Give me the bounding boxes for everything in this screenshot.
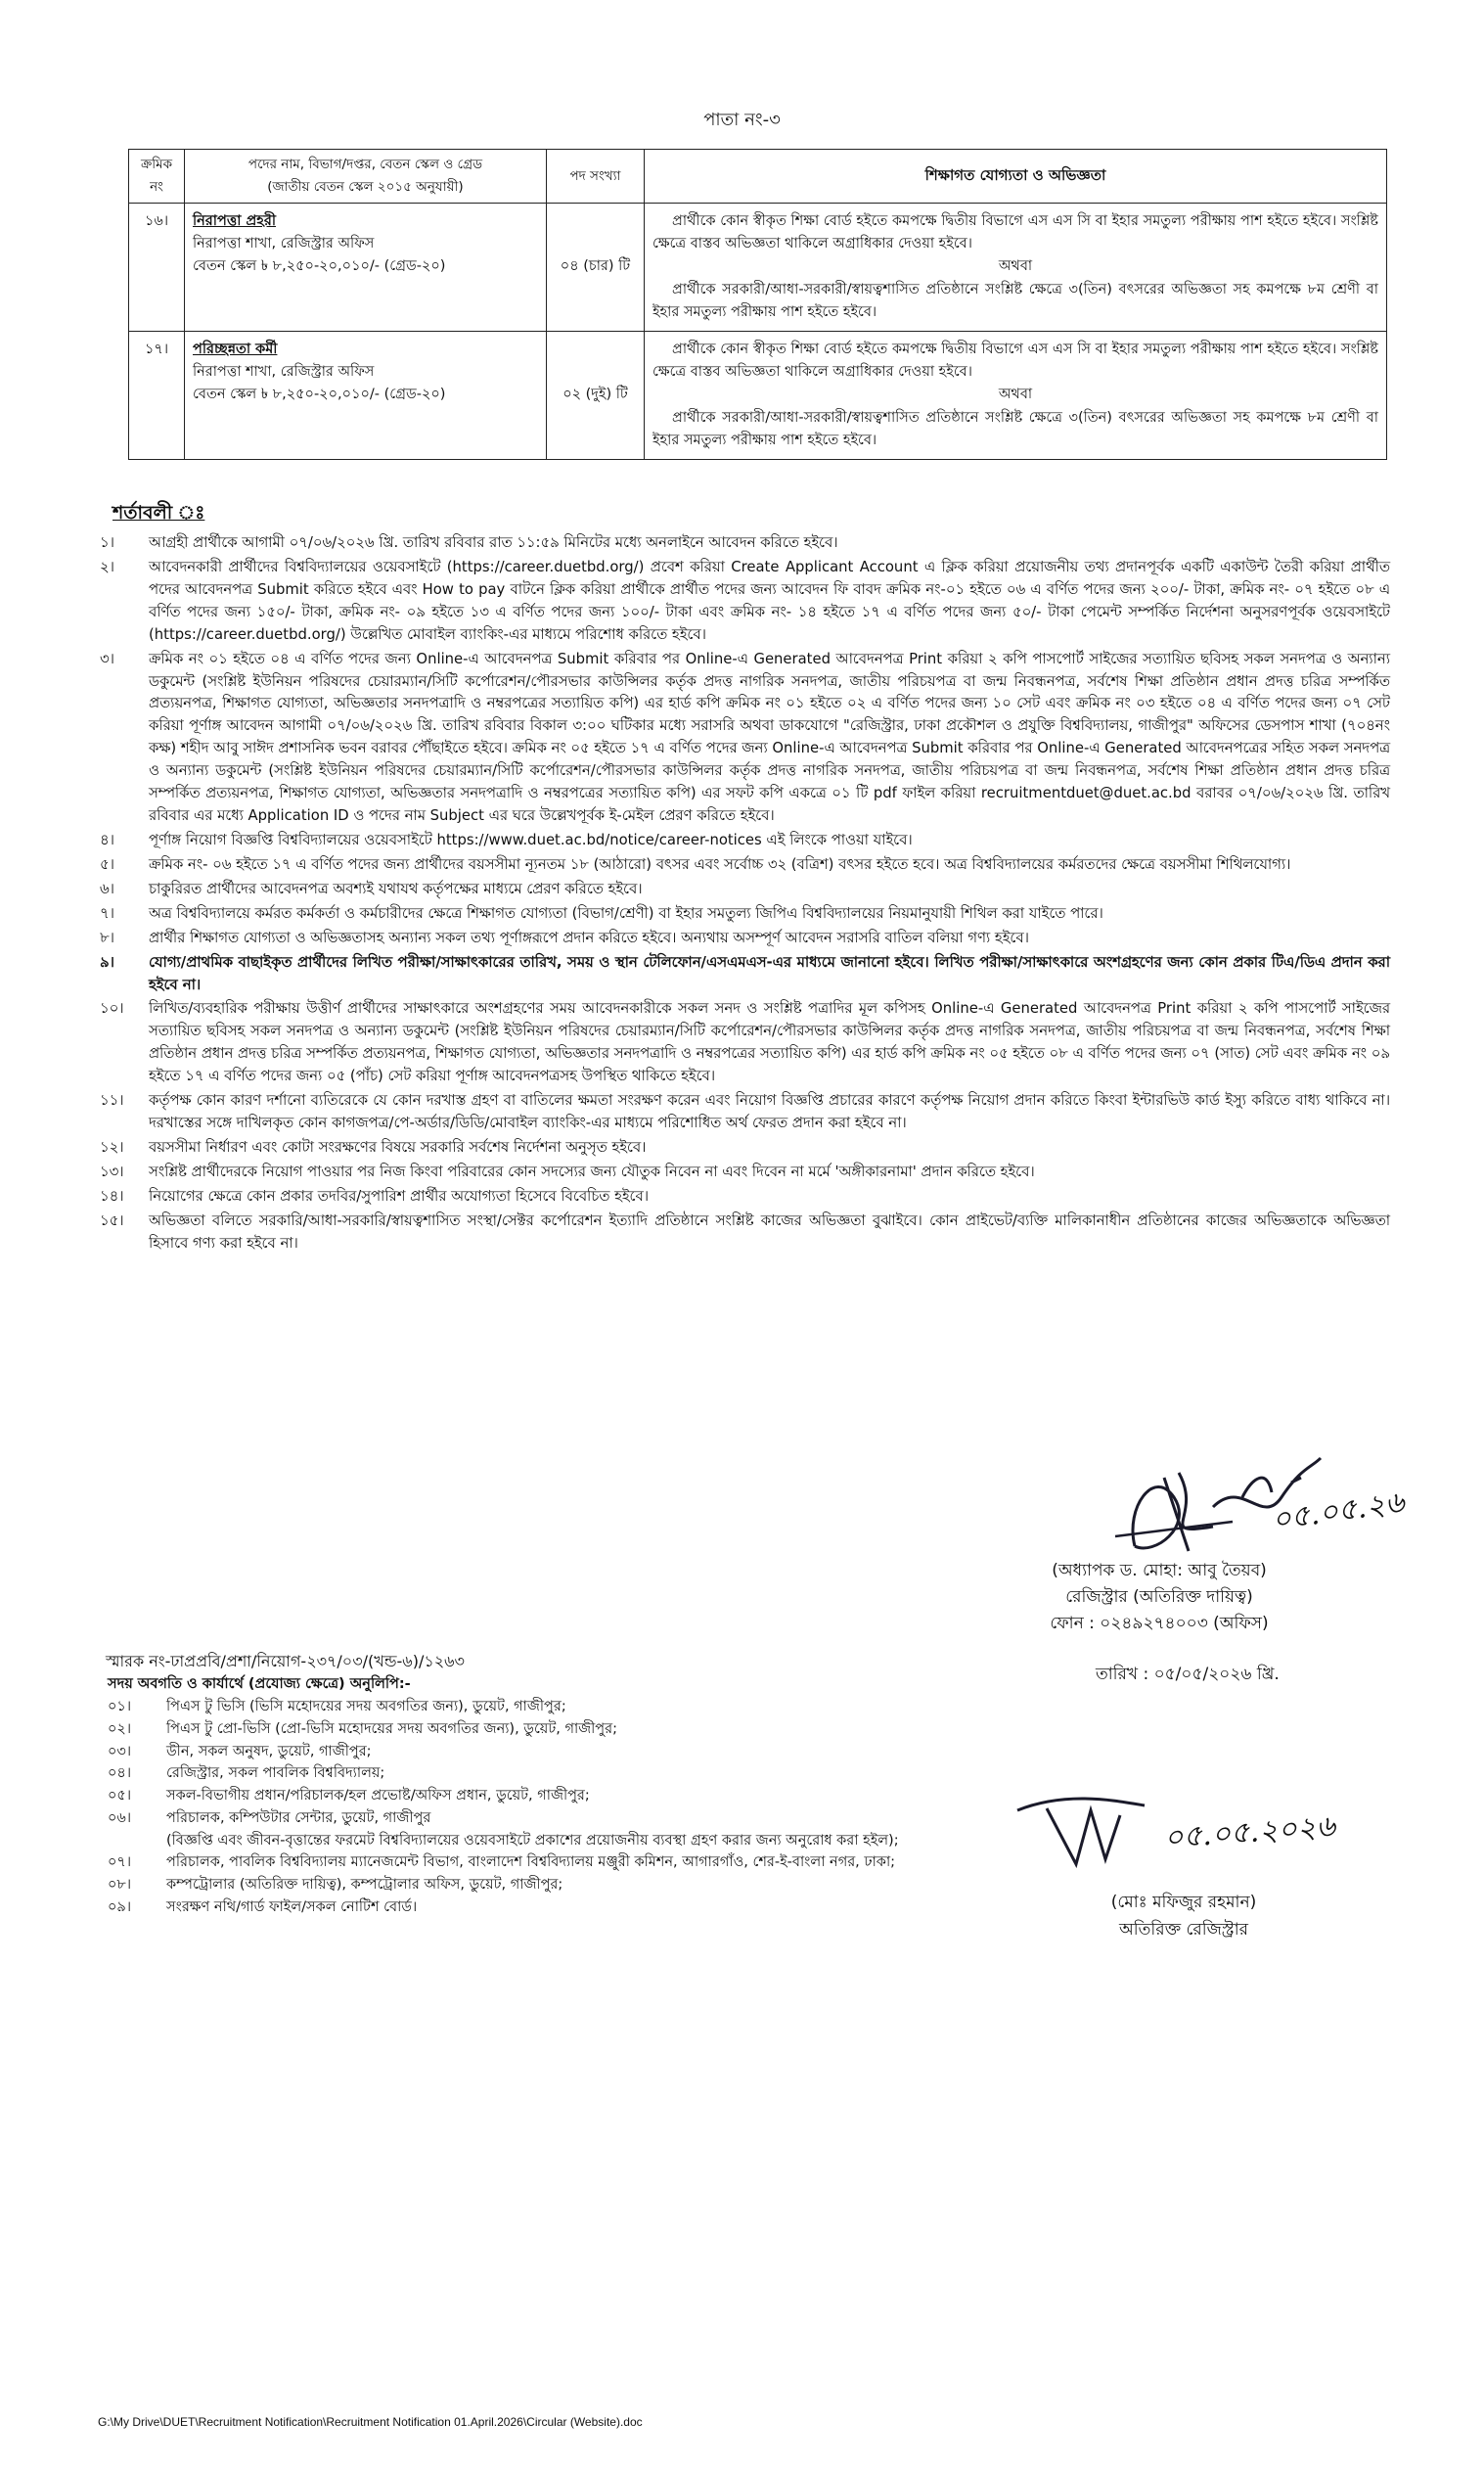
page-number: পাতা নং-৩ bbox=[703, 110, 781, 130]
row-sl: ১৭। bbox=[129, 331, 185, 459]
qualification-2: প্রার্থীকে সরকারী/আধা-সরকারী/স্বায়ত্বশাসিত প্রতিষ্ঠানে সংশ্লিষ্ট ক্ষেত্রে ৩(তিন) বৎসরের অভিজ্ঞতা সহ কমপক্ষে ৮ম শ্রেণী বা ইহার সমতুল্য পরীক্ষায় পাশ হইতে হইবে। bbox=[652, 281, 1378, 320]
signatory-name: (অধ্যাপক ড. মোহা: আবু তৈয়ব) bbox=[1052, 1561, 1267, 1580]
memo-number: স্মারক নং-ঢাপ্রপ্রবি/প্রশা/নিয়োগ-২৩৭/০৩/(খন্ড-৬)/১২৬৩ bbox=[106, 1652, 465, 1670]
signatory-designation: অতিরিক্ত রেজিস্ট্রার bbox=[1119, 1920, 1248, 1941]
list-item: ১১। কর্তৃপক্ষ কোন কারণ দর্শানো ব্যতিরেকে যে কোন দরখাস্ত গ্রহণ বা বাতিলের ক্ষমতা সংরক্ষণ করেন এবং নিয়োগ বিজ্ঞপ্তি প্রচারের কারণে কর্তৃপক্ষ নিয়োগ প্রদান করিতে কিংবা ইন্টারভিউ কার্ড ইস্যু করিতে বাধ্য থাকিবে না। দরখাস্তের সঙ্গে দাখিলকৃত কোন কাগজপত্র/পে-অর্ডার/ডিডি/মোবাইল ব্যাংকিং-এর মাধ্যমে পরিশোধিত অর্থ ফেরত প্রদান করা হইবে না। bbox=[100, 1092, 1390, 1132]
header-post-title: পদের নাম, বিভাগ/দপ্তর, বেতন স্কেল ও গ্রেড bbox=[247, 157, 483, 172]
header-sl: ক্রমিক নং bbox=[129, 150, 185, 204]
post-dept: নিরাপত্তা শাখা, রেজিস্ট্রার অফিস bbox=[193, 364, 375, 381]
list-item: ১৩। সংশ্লিষ্ট প্রার্থীদেরকে নিয়োগ পাওয়ার পর নিজ কিংবা পরিবারের কোন সদস্যের জন্য যৌতুক নিবেন না এবং দিবেন না মর্মে 'অঙ্গীকারনামা' প্রদান করিতে হইবে। bbox=[100, 1163, 1035, 1180]
list-item: ১৪। নিয়োগের ক্ষেত্রে কোন প্রকার তদবির/সুপারিশ প্রার্থীর অযোগ্যতা হিসেবে বিবেচিত হইবে। bbox=[100, 1187, 650, 1205]
list-item: ০৬। পরিচালক, কম্পিউটার সেন্টার, ডুয়েট, গাজীপুর bbox=[108, 1809, 431, 1826]
post-scale: বেতন স্কেল ৳ ৮,২৫০-২০,০১০/- (গ্রেড-২০) bbox=[193, 258, 446, 275]
row-count: ০২ (দুই) টি bbox=[547, 331, 645, 459]
post-scale: বেতন স্কেল ৳ ৮,২৫০-২০,০১০/- (গ্রেড-২০) bbox=[193, 387, 446, 403]
qualification-1: প্রার্থীকে কোন স্বীকৃত শিক্ষা বোর্ড হইতে কমপক্ষে দ্বিতীয় বিভাগে এস এস সি বা ইহার সমতুল্য পরীক্ষায় পাশ হইতে হইবে। সংশ্লিষ্ট ক্ষেত্রে বাস্তব অভিজ্ঞতা থাকিলে অগ্রাধিকার দেওয়া হইবে। bbox=[652, 213, 1378, 252]
terms-list bbox=[94, 532, 1390, 1257]
list-item: ০৯। সংরক্ষণ নথি/গার্ড ফাইল/সকল নোটিশ বোর্ড। bbox=[108, 1898, 418, 1915]
signatory-designation: রেজিস্ট্রার (অতিরিক্ত দায়িত্ব) bbox=[1065, 1587, 1253, 1608]
list-item: ০১। পিএস টু ভিসি (ভিসি মহোদয়ের সদয় অবগতির জন্য), ডুয়েট, গাজীপুর; bbox=[108, 1699, 566, 1714]
table-header-row bbox=[129, 150, 1387, 204]
header-count: পদ সংখ্যা bbox=[547, 150, 645, 204]
header-post-subtitle: (জাতীয় বেতন স্কেল ২০১৫ অনুযায়ী) bbox=[267, 179, 464, 195]
signature-date-handwritten: ০৫.০৫.২৬ bbox=[1270, 1484, 1407, 1538]
post-dept: নিরাপত্তা শাখা, রেজিস্ট্রার অফিস bbox=[193, 236, 375, 252]
list-item: ০৪। রেজিস্ট্রার, সকল পাবলিক বিশ্ববিদ্যালয়; bbox=[108, 1765, 385, 1782]
list-item: (বিজ্ঞপ্তি এবং জীবন-বৃত্তান্তের ফরমেট বিশ্ববিদ্যালয়ের ওয়েবসাইটে প্রকাশের প্রয়োজনীয় ব্যবস্থা গ্রহণ করার জন্য অনুরোধ করা হইল); bbox=[166, 1832, 899, 1849]
post-name: নিরাপত্তা প্রহরী bbox=[193, 213, 277, 229]
list-item: ৫। ক্রমিক নং- ০৬ হইতে ১৭ এ বর্ণিত পদের জন্য প্রার্থীদের বয়সসীমা ন্যূনতম ১৮ (আঠারো) বৎসর এবং সর্বোচ্চ ৩২ (বত্রিশ) বৎসর হইতে হবে। অত্র বিশ্ববিদ্যালয়ের কর্মরতদের ক্ষেত্রে বয়সসীমা শিথিলযোগ্য। bbox=[100, 855, 1291, 873]
row-post bbox=[185, 204, 547, 332]
list-item: ৬। চাকুরিরত প্রার্থীদের আবেদনপত্র অবশ্যই যথাযথ কর্তৃপক্ষের মাধ্যমে প্রেরণ করিতে হইবে। bbox=[100, 880, 643, 897]
file-path-footer: G:\My Drive\DUET\Recruitment Notification\Recruitment Notification 01.April.2026\Circular (Website).doc bbox=[98, 2415, 643, 2429]
list-item: ০৩। ডীন, সকল অনুষদ, ডুয়েট, গাজীপুর; bbox=[108, 1743, 372, 1759]
list-item: ৯। যোগ্য/প্রাথমিক বাছাইকৃত প্রার্থীদের লিখিত পরীক্ষা/সাক্ষাৎকারের তারিখ, সময় ও স্থান টেলিফোন/এসএমএস-এর মাধ্যমে জানানো হইবে। লিখিত পরীক্ষা/সাক্ষাৎকারে অংশগ্রহণের জন্য কোন প্রকার টিএ/ডিএ প্রদান করা হইবে না। bbox=[100, 953, 1390, 993]
header-post bbox=[185, 150, 547, 204]
list-item: ০৮। কম্পট্রোলার (অতিরিক্ত দায়িত্ব), কম্পট্রোলার অফিস, ডুয়েট, গাজীপুর; bbox=[108, 1877, 563, 1893]
posts-table bbox=[128, 149, 1387, 460]
list-item: ১৫। অভিজ্ঞতা বলিতে সরকারি/আধা-সরকারি/স্বায়ত্বশাসিত সংস্থা/সেক্টর কর্পোরেশন ইত্যাদি প্রতিষ্ঠানে সংশ্লিষ্ট কাজের অভিজ্ঞতা বুঝাইবে। কোন প্রাইভেট/ব্যক্তি মালিকানাধীন প্রতিষ্ঠানের কাজের অভিজ্ঞতাকে অভিজ্ঞতা হিসাবে গণ্য করা হইবে না। bbox=[100, 1211, 1390, 1252]
list-item: ২। আবেদনকারী প্রার্থীদের বিশ্ববিদ্যালয়ের ওয়েবসাইটে (https://career.duetbd.org/) প্রবেশ করিয়া Create Applicant Account এ ক্লিক করিয়া প্রয়োজনীয় তথ্য প্রদানপূর্বক একটি একাউন্ট তৈরী করিয়া প্রার্থীত পদের আবেদনপত্র Submit করিতে হইবে এবং How to pay বাটনে ক্লিক করিয়া প্রার্থীকে প্রার্থীত পদের জন্য আবেদন ফি বাবদ ক্রমিক নং-০১ হইতে ০৬ এ বর্ণিত পদের জন্য ২০০/- টাকা, ক্রমিক নং- ০৭ হইতে ০৮ এ বর্ণিত পদের জন্য ১৫০/- টাকা, ক্রমিক নং- ০৯ হইতে ১৩ এ বর্ণিত পদের জন্য ১০০/- টাকা এবং ক্রমিক নং- ১৪ হইতে ১৭ এ বর্ণিত পদের জন্য ৫০/- টাকা পেমেন্ট সম্পর্কিত নির্দেশনা অনুসরণপূর্বক ওয়েবসাইটে (https://career.duetbd.org/) উল্লেখিত মোবাইল ব্যাংকিং-এর মাধ্যমে পরিশোধ করিতে হইবে। bbox=[100, 558, 1390, 643]
post-name: পরিচ্ছন্নতা কর্মী bbox=[193, 341, 278, 357]
row-qualification bbox=[645, 204, 1387, 332]
list-item: ১২। বয়সসীমা নির্ধারণ এবং কোটা সংরক্ষণের বিষয়ে সরকারি সর্বশেষ নির্দেশনা অনুসৃত হইবে। bbox=[100, 1138, 647, 1156]
qualification-or: অথবা bbox=[998, 258, 1033, 275]
row-sl: ১৬। bbox=[129, 204, 185, 332]
row-qualification bbox=[645, 331, 1387, 459]
list-item: ১। আগ্রহী প্রার্থীকে আগামী ০৭/০৬/২০২৬ খ্রি. তারিখ রবিবার রাত ১১:৫৯ মিনিটের মধ্যে অনলাইনে আবেদন করিতে হইবে। bbox=[100, 534, 838, 551]
signatory-name: (মোঃ মফিজুর রহমান) bbox=[1110, 1893, 1257, 1912]
table-row bbox=[129, 204, 1387, 332]
memo-date: তারিখ : ০৫/০৫/২০২৬ খ্রি. bbox=[1096, 1665, 1280, 1684]
signatory-phone: ফোন : ০২৪৯২৭৪০০৩ (অফিস) bbox=[1050, 1614, 1269, 1634]
cc-list bbox=[108, 1696, 1125, 1919]
qualification-2: প্রার্থীকে সরকারী/আধা-সরকারী/স্বায়ত্বশাসিত প্রতিষ্ঠানে সংশ্লিষ্ট ক্ষেত্রে ৩(তিন) বৎসরের অভিজ্ঞতা সহ কমপক্ষে ৮ম শ্রেণী বা ইহার সমতুল্য পরীক্ষায় পাশ হইতে হইবে। bbox=[652, 409, 1378, 448]
list-item: ৮। প্রার্থীর শিক্ষাগত যোগ্যতা ও অভিজ্ঞতাসহ অন্যান্য সকল তথ্য পূর্ণাঙ্গরূপে প্রদান করিতে হইবে। অন্যথায় অসম্পূর্ণ আবেদন সরাসরি বাতিল বলিয়া গণ্য হইবে। bbox=[100, 929, 1029, 946]
list-item: ৩। ক্রমিক নং ০১ হইতে ০৪ এ বর্ণিত পদের জন্য Online-এ আবেদনপত্র Submit করিবার পর Online-এ Generated আবেদনপত্র Print করিয়া ২ কপি পাসপোর্ট সাইজের সত্যায়িত ছবিসহ সকল সনদপত্র ও অন্যান্য ডকুমেন্ট (সংশ্লিষ্ট ইউনিয়ন পরিষদের চেয়ারম্যান/সিটি কর্পোরেশন/পৌরসভার কাউন্সিলর কর্তৃক প্রদত্ত নাগরিক সনদপত্র, জাতীয় পরিচয়পত্র বা জন্ম নিবন্ধনপত্র, সর্বশেষ শিক্ষা প্রতিষ্ঠান প্রধান প্রদত্ত চরিত্র সম্পর্কিত প্রত্যয়নপত্র, শিক্ষাগত যোগ্যতা, অভিজ্ঞতার সনদপত্রাদি ও নম্বরপত্রের সত্যায়িত কপি) এর হার্ড কপি ক্রমিক নং ০১ হইতে ০২ এ বর্ণিত পদের জন্য ১০ সেট এবং ক্রমিক নং ০৩ হইতে ০৪ এ বর্ণিত পদের জন্য ০৭ সেট করিয়া পূর্ণাঙ্গ আবেদন আগামী ০৭/০৬/২০২৬ খ্রি. তারিখ রবিবার বিকাল ৩:০০ ঘটিকার মধ্যে সরাসরি অথবা ডাকযোগে "রেজিস্ট্রার, ঢাকা প্রকৌশল ও প্রযুক্তি বিশ্ববিদ্যালয়, গাজীপুর" অফিসের ডেসপাস শাখা (৭০৪নং কক্ষ) শহীদ আবু সাঈদ প্রশাসনিক ভবন বরাবর পৌঁছাইতে হইবে। ক্রমিক নং ০৫ হইতে ১৭ এ বর্ণিত পদের জন্য Online-এ আবেদনপত্র Submit করিবার পর Online-এ Generated আবেদনপত্রের সহিত সকল সনদপত্র ও অন্যান্য ডকুমেন্ট (সংশ্লিষ্ট ইউনিয়ন পরিষদের চেয়ারম্যান/সিটি কর্পোরেশন/পৌরসভার কাউন্সিলর কর্তৃক প্রদত্ত নাগরিক সনদপত্র, জাতীয় পরিচয়পত্র বা জন্ম নিবন্ধনপত্র, সর্বশেষ শিক্ষা প্রতিষ্ঠান প্রধান প্রদত্ত চরিত্র সম্পর্কিত প্রত্যয়নপত্র, শিক্ষাগত যোগ্যতা, অভিজ্ঞতার সনদপত্রাদি ও নম্বরপত্রের সত্যায়িত কপি) এর সফট কপি একত্রে ০১ টি pdf ফাইল করিয়া recruitmentduet@duet.ac.bd বরাবর ০৭/০৬/২০২৬ খ্রি. তারিখ রবিবার এর মধ্যে Application ID ও পদের নাম Subject এর ঘরে উল্লেখপূর্বক ই-মেইল প্রেরণ করিতে হইবে। bbox=[100, 650, 1391, 825]
registrar-sign-block bbox=[949, 1558, 1370, 1638]
cc-heading: সদয় অবগতি ও কার্যার্থে (প্রযোজ্য ক্ষেত্রে) অনুলিপি:- bbox=[108, 1676, 411, 1692]
qualification-1: প্রার্থীকে কোন স্বীকৃত শিক্ষা বোর্ড হইতে কমপক্ষে দ্বিতীয় বিভাগে এস এস সি বা ইহার সমতুল্য পরীক্ষায় পাশ হইতে হইবে। সংশ্লিষ্ট ক্ষেত্রে বাস্তব অভিজ্ঞতা থাকিলে অগ্রাধিকার দেওয়া হইবে। bbox=[652, 341, 1378, 381]
list-item: ১০। লিখিত/ব্যবহারিক পরীক্ষায় উত্তীর্ণ প্রার্থীদের সাক্ষাৎকারে অংশগ্রহণের সময় আবেদনকারীকে সকল সনদ ও সংশ্লিষ্ট পত্রাদির মূল কপিসহ Online-এ Generated আবেদনপত্র Print করিয়া ২ কপি পাসপোর্ট সাইজের সত্যায়িত ছবিসহ সকল সনদপত্র ও অন্যান্য ডকুমেন্ট (সংশ্লিষ্ট ইউনিয়ন পরিষদের চেয়ারম্যান/সিটি কর্পোরেশন/পৌরসভার কাউন্সিলর কর্তৃক প্রদত্ত নাগরিক সনদপত্র, জাতীয় পরিচয়পত্র বা জন্ম নিবন্ধনপত্র, সর্বশেষ শিক্ষা প্রতিষ্ঠান প্রধান প্রদত্ত চরিত্র সম্পর্কিত প্রত্যয়নপত্র, শিক্ষাগত যোগ্যতা, অভিজ্ঞতার সনদপত্রাদি ও নম্বরপত্রের সত্যায়িত কপি) এর হার্ড কপি ক্রমিক নং ০৫ হইতে ০৮ এ বর্ণিত পদের জন্য ০৭ (সাত) সেট এবং ক্রমিক নং ০৯ হইতে ১৭ এ বর্ণিত পদের জন্য ০৫ (পাঁচ) সেট করিয়া পূর্ণাঙ্গ আবেদনপত্রসহ উপস্থিত থাকিতে হইবে। bbox=[100, 1000, 1390, 1085]
list-item: ৪। পূর্ণাঙ্গ নিয়োগ বিজ্ঞপ্তি বিশ্ববিদ্যালয়ের ওয়েবসাইটে https://www.duet.ac.bd/notice/career-notices এই লিংকে পাওয়া যাইবে। bbox=[100, 831, 913, 848]
signature-date-handwritten: ০৫.০৫.২০২৬ bbox=[1162, 1808, 1336, 1856]
list-item: ৭। অত্র বিশ্ববিদ্যালয়ে কর্মরত কর্মকর্তা ও কর্মচারীদের ক্ষেত্রে শিক্ষাগত যোগ্যতা (বিভাগ/শ্রেণী) বা ইহার সমতুল্য জিপিএ বিশ্ববিদ্যালয়ের নিয়মানুযায়ী শিথিল করা যাইতে পারে। bbox=[100, 904, 1103, 922]
qualification-or: অথবা bbox=[998, 387, 1033, 403]
list-item: ০২। পিএস টু প্রো-ভিসি (প্রো-ভিসি মহোদয়ের সদয় অবগতির জন্য), ডুয়েট, গাজীপুর; bbox=[108, 1720, 617, 1737]
additional-registrar-sign-block bbox=[1037, 1889, 1330, 1943]
list-item: ০৭। পরিচালক, পাবলিক বিশ্ববিদ্যালয় ম্যানেজমেন্ট বিভাগ, বাংলাদেশ বিশ্ববিদ্যালয় মঞ্জুরী কমিশন, আগারগাঁও, শের-ই-বাংলা নগর, ঢাকা; bbox=[108, 1854, 896, 1871]
row-post bbox=[185, 331, 547, 459]
terms-heading: শর্তাবলী ঃ bbox=[112, 502, 205, 524]
header-qualification: শিক্ষাগত যোগ্যতা ও অভিজ্ঞতা bbox=[645, 150, 1387, 204]
list-item: ০৫। সকল-বিভাগীয় প্রধান/পরিচালক/হল প্রভোষ্ট/অফিস প্রধান, ডুয়েট, গাজীপুর; bbox=[108, 1788, 590, 1804]
row-count: ০৪ (চার) টি bbox=[547, 204, 645, 332]
table-row bbox=[129, 331, 1387, 459]
